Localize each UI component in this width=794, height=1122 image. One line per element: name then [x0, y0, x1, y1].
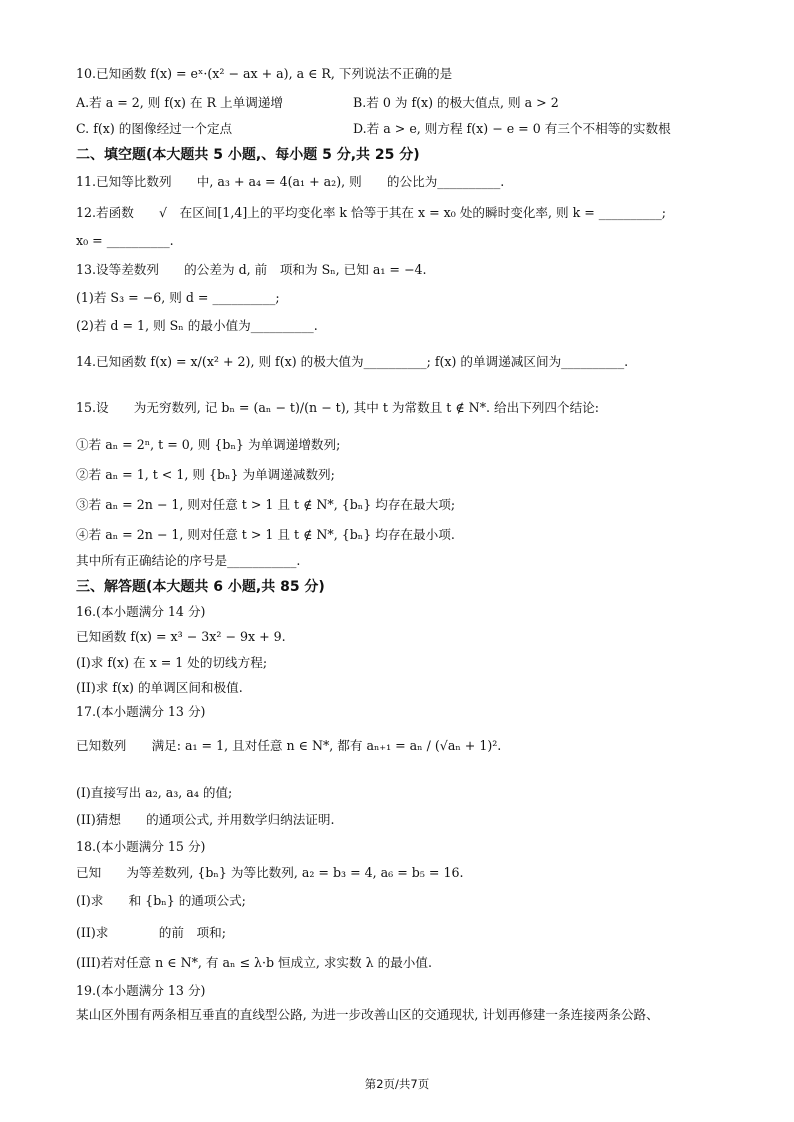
- q18-heading: 18.(本小题满分 15 分): [76, 839, 206, 854]
- q15-answer-line: 其中所有正确结论的序号是___________.: [76, 553, 301, 568]
- q16-part-2: (II)求 f(x) 的单调区间和极值.: [76, 680, 243, 695]
- q13-stem: 13.设等差数列 的公差为 d, 前 项和为 Sₙ, 已知 a₁ = −4.: [76, 262, 427, 277]
- q18-part-2: (II)求 的前 项和;: [76, 925, 226, 940]
- q15-conclusion-3: ③若 aₙ = 2n − 1, 则对任意 t > 1 且 t ∉ N*, {bₙ} 均存在最大项;: [76, 497, 456, 512]
- q15-conclusion-2: ②若 aₙ = 1, t < 1, 则 {bₙ} 为单调递减数列;: [76, 467, 335, 482]
- q10-option-d: D.若 a > e, 则方程 f(x) − e = 0 有三个不相等的实数根: [353, 121, 671, 136]
- q15-stem: 15.设 为无穷数列, 记 bₙ = (aₙ − t)/(n − t), 其中 t 为常数且 t ∉ N*. 给出下列四个结论:: [76, 400, 599, 415]
- q17-heading: 17.(本小题满分 13 分): [76, 704, 206, 719]
- question-11: 11.已知等比数列 中, a₃ + a₄ = 4(a₁ + a₂), 则 的公比为__________.: [76, 174, 505, 189]
- q17-part-1: (I)直接写出 a₂, a₃, a₄ 的值;: [76, 785, 233, 800]
- q17-part-2: (II)猜想 的通项公式, 并用数学归纳法证明.: [76, 812, 335, 827]
- page-footer: 第2页/共7页: [364, 1077, 430, 1091]
- q17-stem: 已知数列 满足: a₁ = 1, 且对任意 n ∈ N*, 都有 aₙ₊₁ = aₙ / (√aₙ + 1)².: [76, 738, 502, 753]
- q19-stem: 某山区外围有两条相互垂直的直线型公路, 为进一步改善山区的交通现状, 计划再修建一条连接两条公路、: [76, 1007, 659, 1022]
- q13-part-2: (2)若 d = 1, 则 Sₙ 的最小值为__________.: [76, 318, 318, 333]
- q16-stem: 已知函数 f(x) = x³ − 3x² − 9x + 9.: [76, 629, 286, 644]
- q15-conclusion-4: ④若 aₙ = 2n − 1, 则对任意 t > 1 且 t ∉ N*, {bₙ} 均存在最小项.: [76, 527, 455, 542]
- q12-line-1: 12.若函数 √ 在区间[1,4]上的平均变化率 k 恰等于其在 x = x₀ 处的瞬时变化率, 则 k = __________;: [76, 205, 666, 220]
- q18-part-3: (III)若对任意 n ∈ N*, 有 aₙ ≤ λ·b 恒成立, 求实数 λ 的最小值.: [76, 955, 432, 970]
- q10-option-b: B.若 0 为 f(x) 的极大值点, 则 a > 2: [353, 95, 559, 110]
- section-2-heading: 二、填空题(本大题共 5 小题,、每小题 5 分,共 25 分): [76, 147, 420, 163]
- q12-line-2: x₀ = __________.: [76, 233, 174, 248]
- q19-heading: 19.(本小题满分 13 分): [76, 983, 206, 998]
- q16-heading: 16.(本小题满分 14 分): [76, 604, 206, 619]
- section-3-heading: 三、解答题(本大题共 6 小题,共 85 分): [76, 579, 325, 595]
- q10-option-a: A.若 a = 2, 则 f(x) 在 R 上单调递增: [76, 95, 284, 110]
- q15-conclusion-1: ①若 aₙ = 2ⁿ, t = 0, 则 {bₙ} 为单调递增数列;: [76, 437, 341, 452]
- question-14: 14.已知函数 f(x) = x/(x² + 2), 则 f(x) 的极大值为__________; f(x) 的单调递减区间为__________.: [76, 354, 629, 369]
- q10-stem: 10.已知函数 f(x) = eˣ·(x² − ax + a), a ∈ R, 下列说法不正确的是: [76, 66, 453, 81]
- q18-part-1: (I)求 和 {bₙ} 的通项公式;: [76, 893, 246, 908]
- q13-part-1: (1)若 S₃ = −6, 则 d = __________;: [76, 290, 280, 305]
- q16-part-1: (I)求 f(x) 在 x = 1 处的切线方程;: [76, 655, 268, 670]
- q18-stem: 已知 为等差数列, {bₙ} 为等比数列, a₂ = b₃ = 4, a₆ = b₅ = 16.: [76, 865, 464, 880]
- q10-option-c: C. f(x) 的图像经过一个定点: [76, 121, 233, 136]
